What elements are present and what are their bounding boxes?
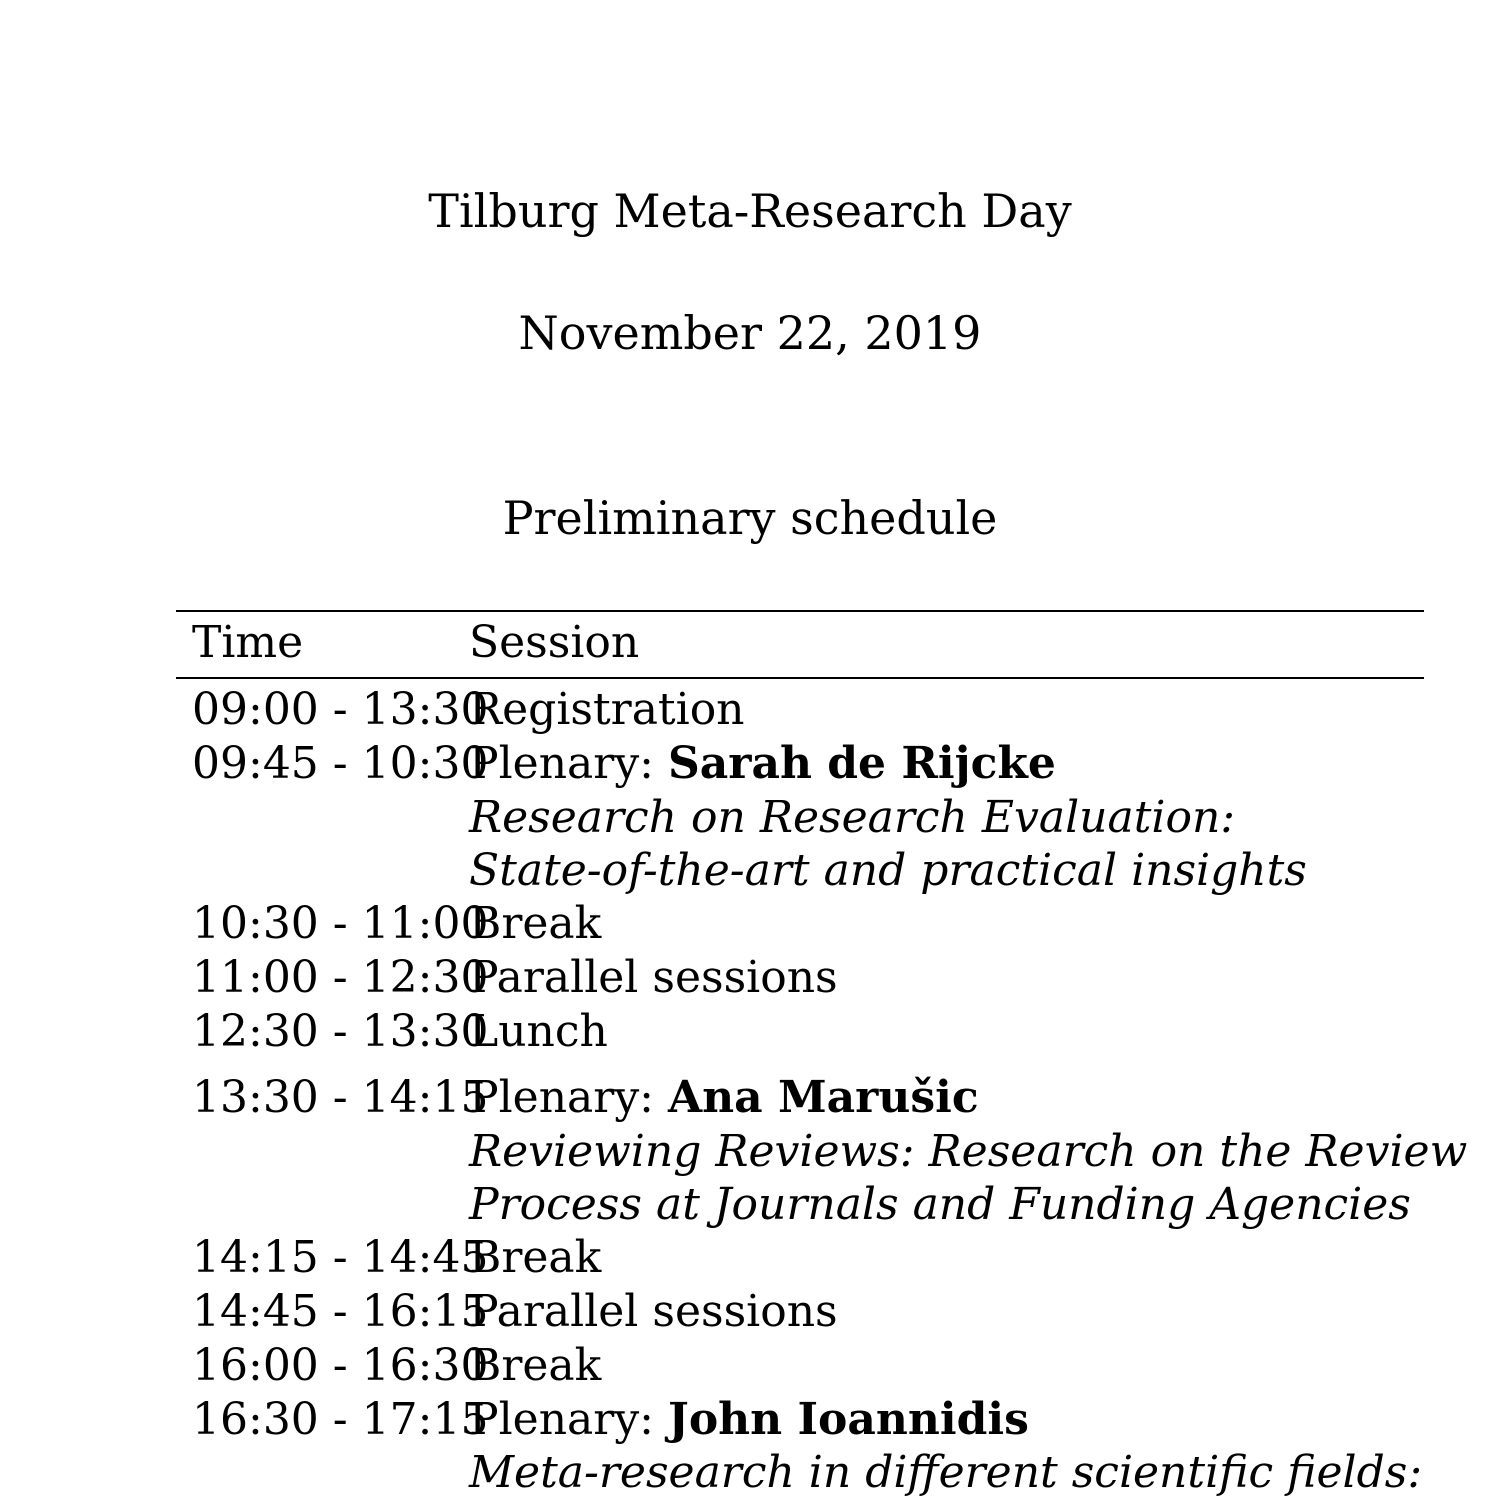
row-time: 09:00 - 13:30 [192,684,489,735]
event-date: November 22, 2019 [518,306,982,360]
table-top-rule [176,610,1424,612]
row-time: 09:45 - 10:30 [192,738,489,789]
talk-title-line: Reviewing Reviews: Research on the Review [469,1126,1468,1177]
row-time: 12:30 - 13:30 [192,1006,489,1057]
row-session: Break [469,1232,602,1283]
talk-title-line: Research on Research Evaluation: [469,792,1236,843]
speaker-name: Sarah de Rijcke [668,738,1056,789]
session-prefix: Plenary: [469,738,668,789]
schedule-heading: Preliminary schedule [502,491,998,545]
talk-title-line: State-of-the-art and practical insights [469,845,1307,896]
event-title: Tilburg Meta-Research Day [428,184,1072,238]
row-session: Parallel sessions [469,952,838,1003]
row-time: 16:30 - 17:15 [192,1394,489,1445]
row-time: 11:00 - 12:30 [192,952,489,1003]
talk-title-line: Meta-research in different scientific fields: [469,1447,1423,1498]
speaker-name: John Ioannidis [668,1394,1029,1445]
row-session: Registration [469,684,745,735]
column-header-session: Session [469,617,640,668]
table-header-rule [176,677,1424,679]
row-time: 13:30 - 14:15 [192,1072,489,1123]
speaker-name: Ana Marušic [668,1072,979,1123]
session-prefix: Plenary: [469,1394,668,1445]
row-session [469,1072,979,1123]
session-prefix: Plenary: [469,1072,668,1123]
row-session [469,1394,1029,1445]
row-time: 16:00 - 16:30 [192,1340,489,1391]
row-session: Parallel sessions [469,1286,838,1337]
row-time: 14:15 - 14:45 [192,1232,489,1283]
row-session: Break [469,898,602,949]
row-session [469,738,1056,789]
row-time: 14:45 - 16:15 [192,1286,489,1337]
row-session: Lunch [469,1006,608,1057]
talk-title-line: Process at Journals and Funding Agencies [469,1179,1411,1230]
row-time: 10:30 - 11:00 [192,898,489,949]
column-header-time: Time [192,617,304,668]
row-session: Break [469,1340,602,1391]
